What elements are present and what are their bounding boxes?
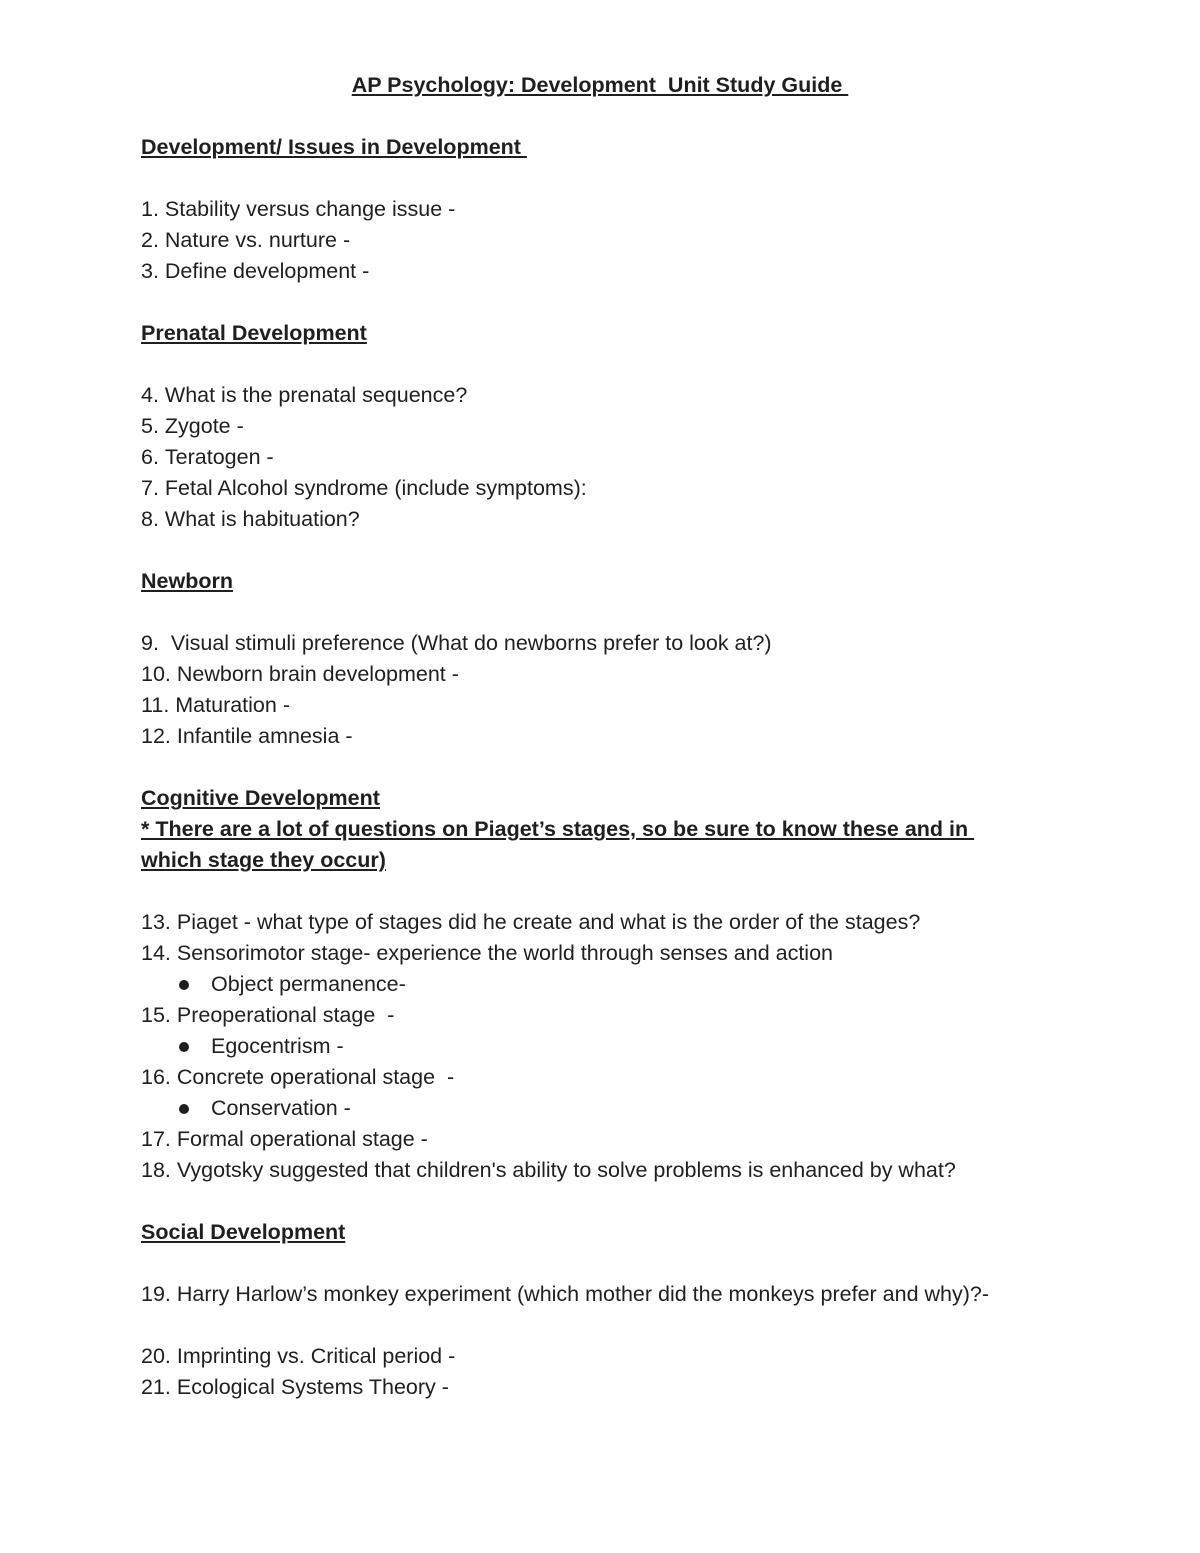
- list-item: 6. Teratogen -: [141, 445, 274, 469]
- list-item: 7. Fetal Alcohol syndrome (include symptoms):: [141, 476, 587, 500]
- section-note-line: * There are a lot of questions on Piaget’s stages, so be sure to know these and in: [141, 817, 975, 841]
- section-note-line: which stage they occur): [141, 848, 386, 872]
- bullet-item: Object permanence-: [141, 969, 1101, 1000]
- section-heading-prenatal: Prenatal Development: [141, 321, 367, 345]
- bullet-icon: [179, 1042, 189, 1052]
- list-item: 17. Formal operational stage -: [141, 1127, 428, 1151]
- bullet-icon: [179, 980, 189, 990]
- list-item: 1. Stability versus change issue -: [141, 197, 456, 221]
- list-item: 2. Nature vs. nurture -: [141, 228, 351, 252]
- list-item: 10. Newborn brain development -: [141, 662, 459, 686]
- list-item: 13. Piaget - what type of stages did he create and what is the order of the stages?: [141, 910, 921, 934]
- section-heading-cognitive: Cognitive Development: [141, 786, 380, 810]
- list-item: 18. Vygotsky suggested that children's ability to solve problems is enhanced by what?: [141, 1158, 956, 1182]
- list-item: 9. Visual stimuli preference (What do newborns prefer to look at?): [141, 631, 772, 655]
- section-heading-social: Social Development: [141, 1220, 346, 1244]
- list-item: 21. Ecological Systems Theory -: [141, 1375, 449, 1399]
- bullet-item: Conservation -: [141, 1093, 1101, 1124]
- bullet-icon: [179, 1104, 189, 1114]
- bullet-item: Egocentrism -: [141, 1031, 1101, 1062]
- list-item: 5. Zygote -: [141, 414, 244, 438]
- list-item: 14. Sensorimotor stage- experience the world through senses and action: [141, 941, 834, 965]
- list-item: 3. Define development -: [141, 259, 370, 283]
- page-title: AP Psychology: Development Unit Study Guide: [351, 73, 849, 97]
- list-item: 15. Preoperational stage -: [141, 1003, 395, 1027]
- list-item: 4. What is the prenatal sequence?: [141, 383, 468, 407]
- list-item: 8. What is habituation?: [141, 507, 360, 531]
- list-item: 19. Harry Harlow’s monkey experiment (which mother did the monkeys prefer and why)?-: [141, 1282, 990, 1306]
- section-heading-newborn: Newborn: [141, 569, 233, 593]
- study-guide-content: [141, 132, 1101, 1403]
- list-item: 20. Imprinting vs. Critical period -: [141, 1344, 456, 1368]
- list-item: 11. Maturation -: [141, 693, 290, 717]
- list-item: 16. Concrete operational stage -: [141, 1065, 455, 1089]
- list-item: 12. Infantile amnesia -: [141, 724, 353, 748]
- section-heading-development-issues: Development/ Issues in Development: [141, 135, 527, 159]
